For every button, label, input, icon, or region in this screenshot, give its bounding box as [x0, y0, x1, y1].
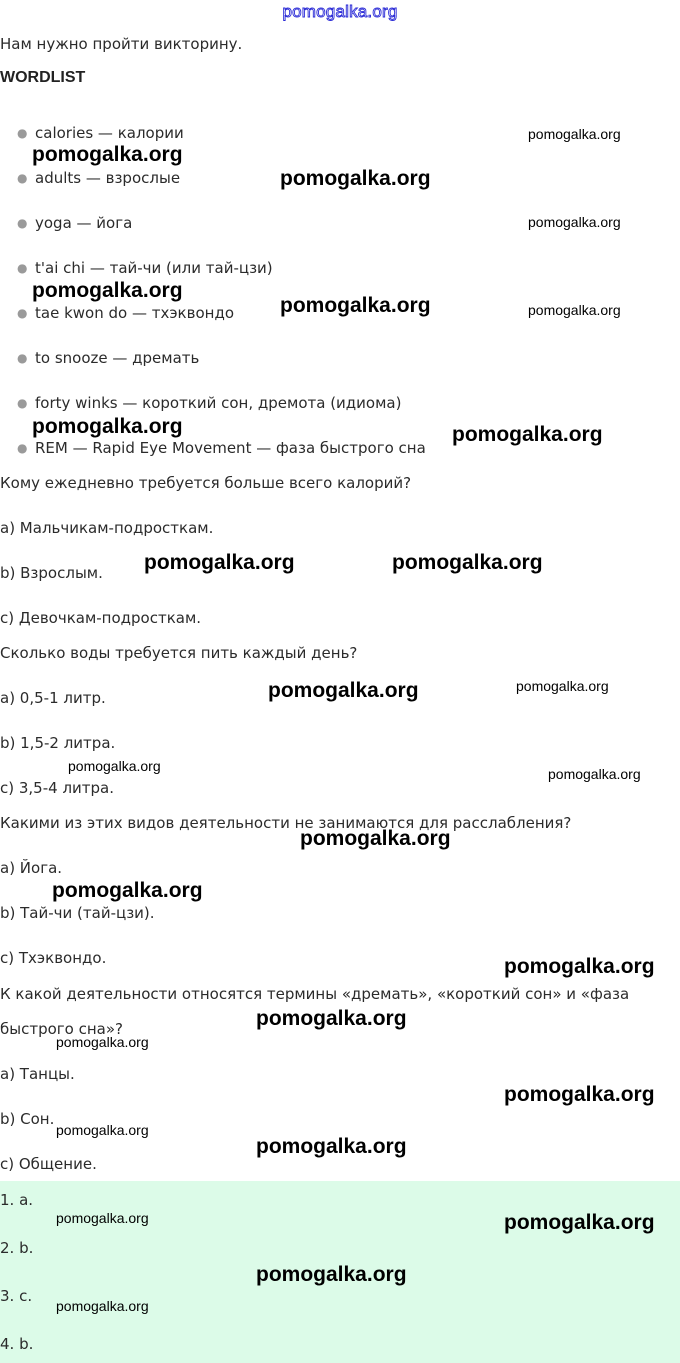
watermark: pomogalka.org: [68, 758, 161, 774]
site-logo[interactable]: pomogalka.org: [282, 2, 398, 21]
list-item: adults — взрослые: [35, 169, 181, 187]
quiz-option: b) 1,5-2 литра.: [0, 734, 116, 752]
quiz-option: c) Тхэквондо.: [0, 949, 107, 967]
watermark: pomogalka.org: [548, 766, 641, 782]
list-item: calories — калории: [35, 124, 184, 142]
bullet-icon: ●: [17, 171, 28, 185]
list-item: yoga — йога: [35, 214, 133, 232]
answer-item: 3. c.: [0, 1287, 33, 1305]
quiz-option: a) 0,5-1 литр.: [0, 689, 106, 707]
quiz-question-3: Какими из этих видов деятельности не занимаются для расслабления?: [0, 814, 572, 832]
watermark: pomogalka.org: [516, 678, 609, 694]
bullet-icon: ●: [17, 306, 28, 320]
watermark: pomogalka.org: [268, 679, 419, 702]
list-item: to snooze — дремать: [35, 349, 200, 367]
watermark: pomogalka.org: [56, 1298, 149, 1314]
quiz-question-4-line1: К какой деятельности относятся термины «дремать», «короткий сон» и «фаза: [0, 985, 630, 1003]
watermark: pomogalka.org: [504, 1083, 655, 1106]
bullet-icon: ●: [17, 216, 28, 230]
watermark: pomogalka.org: [528, 302, 621, 318]
watermark: pomogalka.org: [144, 551, 295, 574]
bullet-icon: ●: [17, 261, 28, 275]
list-item: t'ai chi — тай-чи (или тай-цзи): [35, 259, 273, 277]
watermark: pomogalka.org: [452, 423, 603, 446]
watermark: pomogalka.org: [256, 1263, 407, 1286]
watermark: pomogalka.org: [32, 415, 183, 438]
watermark: pomogalka.org: [280, 294, 431, 317]
watermark: pomogalka.org: [300, 827, 451, 850]
watermark: pomogalka.org: [56, 1034, 149, 1050]
answer-item: 2. b.: [0, 1239, 34, 1257]
list-item: forty winks — короткий сон, дремота (идиома): [35, 394, 402, 412]
watermark: pomogalka.org: [56, 1210, 149, 1226]
quiz-question-1: Кому ежедневно требуется больше всего калорий?: [0, 474, 412, 492]
watermark: pomogalka.org: [528, 214, 621, 230]
quiz-option: b) Взрослым.: [0, 564, 103, 582]
list-item: tae kwon do — тхэквондо: [35, 304, 234, 322]
bullet-icon: ●: [17, 396, 28, 410]
quiz-option: a) Танцы.: [0, 1065, 75, 1083]
watermark: pomogalka.org: [504, 1211, 655, 1234]
bullet-icon: ●: [17, 441, 28, 455]
quiz-option: b) Сон.: [0, 1110, 55, 1128]
wordlist-title: WORDLIST: [0, 69, 86, 86]
watermark: pomogalka.org: [528, 126, 621, 142]
quiz-question-2: Сколько воды требуется пить каждый день?: [0, 644, 358, 662]
watermark: pomogalka.org: [256, 1135, 407, 1158]
watermark: pomogalka.org: [392, 551, 543, 574]
watermark: pomogalka.org: [32, 143, 183, 166]
watermark: pomogalka.org: [32, 279, 183, 302]
answer-item: 4. b.: [0, 1335, 34, 1353]
quiz-option: a) Йога.: [0, 859, 63, 877]
answer-item: 1. a.: [0, 1191, 34, 1209]
quiz-question-4-line2: быстрого сна»?: [0, 1020, 123, 1038]
intro-text: Нам нужно пройти викторину.: [0, 35, 243, 53]
quiz-option: c) 3,5-4 литра.: [0, 779, 115, 797]
watermark: pomogalka.org: [504, 955, 655, 978]
quiz-option: c) Общение.: [0, 1155, 97, 1173]
watermark: pomogalka.org: [256, 1007, 407, 1030]
watermark: pomogalka.org: [280, 167, 431, 190]
watermark: pomogalka.org: [56, 1122, 149, 1138]
quiz-option: c) Девочкам-подросткам.: [0, 609, 202, 627]
quiz-option: a) Мальчикам-подросткам.: [0, 519, 214, 537]
bullet-icon: ●: [17, 126, 28, 140]
quiz-option: b) Тай-чи (тай-цзи).: [0, 904, 155, 922]
bullet-icon: ●: [17, 351, 28, 365]
watermark: pomogalka.org: [52, 879, 203, 902]
list-item: REM — Rapid Eye Movement — фаза быстрого сна: [35, 439, 426, 457]
